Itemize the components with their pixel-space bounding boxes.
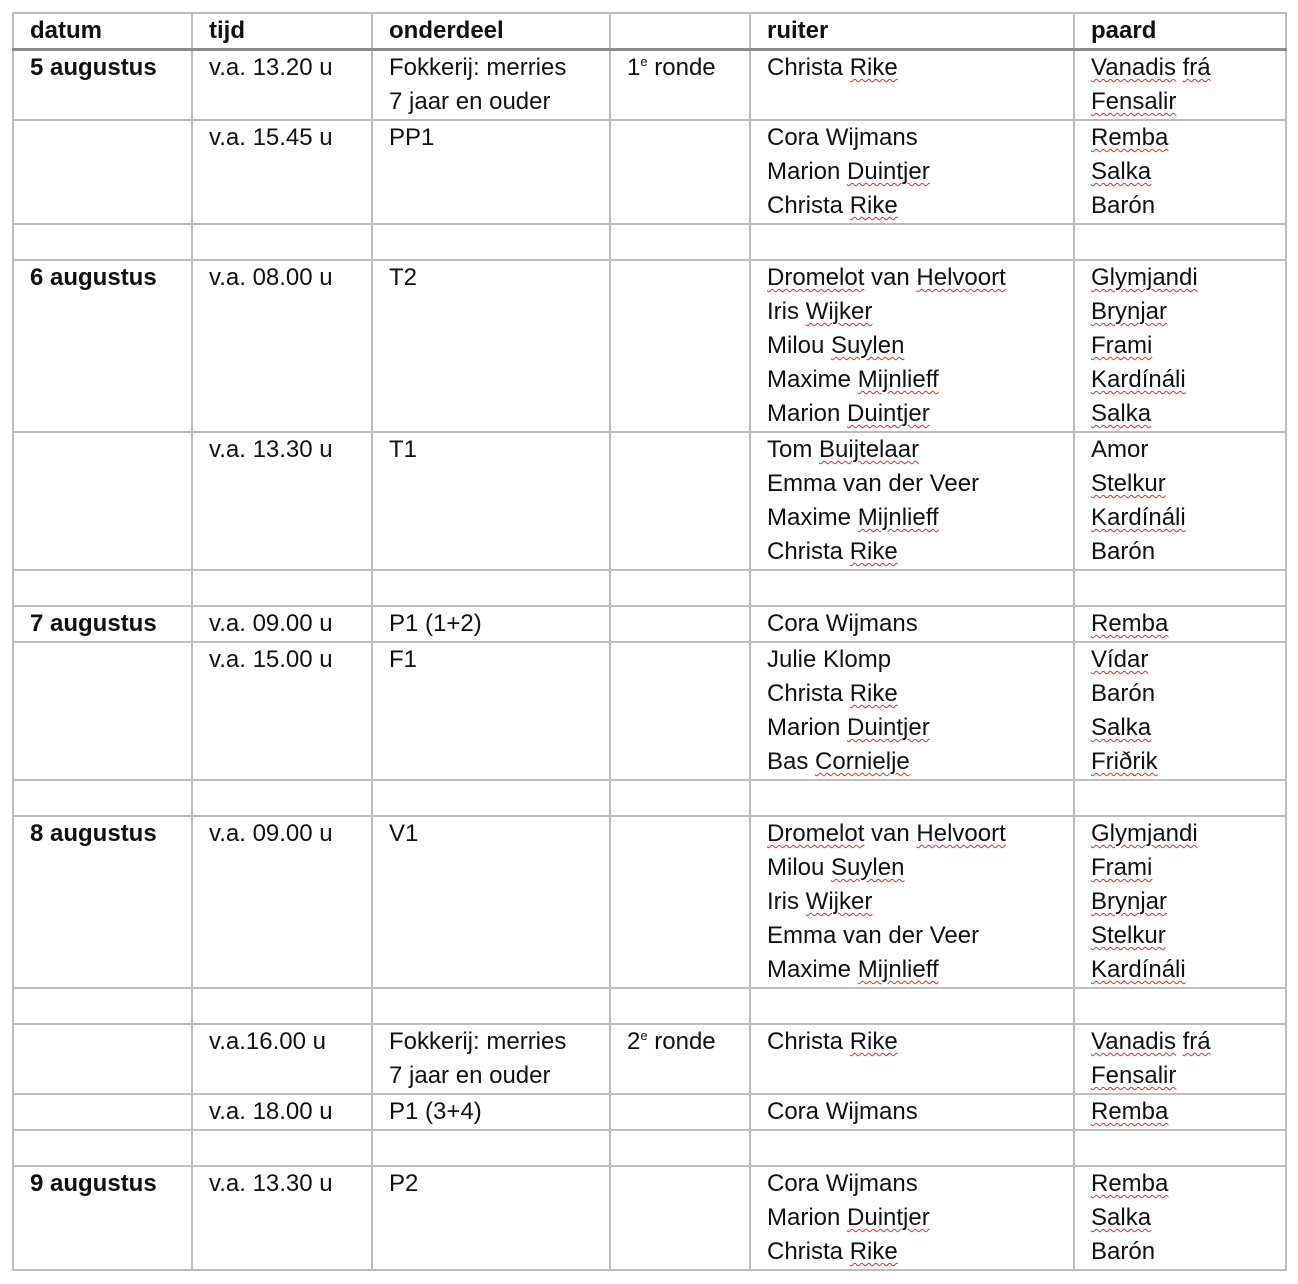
horse-name bbox=[1091, 1095, 1285, 1129]
rider-name: Christa Rike bbox=[767, 54, 898, 81]
table-row bbox=[13, 432, 1286, 570]
rider-name: Christa Rike bbox=[767, 1028, 898, 1055]
cell-ronde bbox=[610, 606, 750, 642]
cell-datum bbox=[13, 432, 192, 570]
horse-name bbox=[1091, 363, 1285, 397]
spellcheck-word: Friðrik bbox=[1091, 748, 1158, 775]
cell-ronde bbox=[610, 816, 750, 988]
ronde-label: ronde bbox=[647, 1028, 716, 1055]
spacer-cell bbox=[372, 570, 610, 606]
spellcheck-word: Fensalir bbox=[1091, 1062, 1177, 1089]
cell-paard bbox=[1074, 606, 1286, 642]
onderdeel-line: 7 jaar en ouder bbox=[389, 1062, 551, 1089]
spellcheck-word: Rike bbox=[849, 1028, 898, 1055]
rider-name: Cora Wijmans bbox=[767, 124, 918, 151]
cell-datum bbox=[13, 1024, 192, 1094]
rider-name: Emma van der Veer bbox=[767, 922, 980, 949]
horse-name bbox=[1091, 295, 1285, 329]
rider-name: Cora Wijmans bbox=[767, 1098, 918, 1125]
table-row bbox=[13, 1024, 1286, 1094]
onderdeel-line: P2 bbox=[389, 1170, 419, 1197]
cell-ronde bbox=[610, 1094, 750, 1130]
spellcheck-word: Remba bbox=[1091, 124, 1169, 151]
horse-name: Barón bbox=[1091, 538, 1156, 565]
spellcheck-word: Frami bbox=[1091, 332, 1153, 359]
rider-name: Cora Wijmans bbox=[767, 1170, 918, 1197]
horse-name bbox=[1091, 261, 1285, 295]
spacer-cell bbox=[750, 1130, 1074, 1166]
cell-ronde bbox=[610, 1166, 750, 1270]
spellcheck-word: Buijtelaar bbox=[819, 436, 920, 463]
cell-ronde bbox=[610, 432, 750, 570]
horse-name bbox=[1091, 1059, 1285, 1093]
spellcheck-word: Salka bbox=[1091, 714, 1152, 741]
spellcheck-word: Vanadis bbox=[1091, 1028, 1176, 1055]
horse-name: Barón bbox=[1091, 1238, 1156, 1265]
header-onderdeel: onderdeel bbox=[372, 13, 610, 50]
cell-ronde bbox=[610, 260, 750, 432]
cell-tijd: v.a. 13.30 u bbox=[192, 1166, 372, 1270]
spacer-cell bbox=[192, 1130, 372, 1166]
spellcheck-word: Rike bbox=[849, 680, 898, 707]
spellcheck-word: Duintjer bbox=[847, 714, 930, 741]
header-paard: paard bbox=[1074, 13, 1286, 50]
cell-paard bbox=[1074, 120, 1286, 224]
rider-name: Christa Rike bbox=[767, 1238, 898, 1265]
spellcheck-word: Rike bbox=[849, 538, 898, 565]
onderdeel-line: V1 bbox=[389, 820, 419, 847]
cell-paard bbox=[1074, 260, 1286, 432]
ronde-ordinal: e bbox=[640, 54, 648, 69]
rider-name: Iris Wijker bbox=[767, 298, 873, 325]
spellcheck-word: Mijnlieff bbox=[857, 366, 939, 393]
spellcheck-word: Frami bbox=[1091, 854, 1153, 881]
cell-ronde bbox=[610, 120, 750, 224]
horse-name bbox=[1091, 885, 1285, 919]
cell-ruiter bbox=[750, 606, 1074, 642]
onderdeel-line: T2 bbox=[389, 264, 418, 291]
rider-name: Tom Buijtelaar bbox=[767, 436, 920, 463]
spellcheck-word: Duintjer bbox=[847, 158, 930, 185]
rider-name: Maxime Mijnlieff bbox=[767, 956, 939, 983]
spellcheck-word: frá bbox=[1182, 54, 1211, 81]
horse-name bbox=[1091, 1201, 1285, 1235]
spacer-row bbox=[13, 570, 1286, 606]
spellcheck-word: Salka bbox=[1091, 158, 1152, 185]
horse-name bbox=[1091, 817, 1285, 851]
cell-ruiter bbox=[750, 50, 1074, 121]
cell-onderdeel bbox=[372, 260, 610, 432]
spacer-cell bbox=[750, 780, 1074, 816]
spellcheck-word: Fensalir bbox=[1091, 88, 1177, 115]
spellcheck-word: Remba bbox=[1091, 1098, 1169, 1125]
cell-ruiter bbox=[750, 432, 1074, 570]
schedule-body bbox=[13, 50, 1286, 1271]
cell-onderdeel bbox=[372, 1166, 610, 1270]
horse-name bbox=[1091, 85, 1285, 119]
table-row bbox=[13, 642, 1286, 780]
rider-name: Emma van der Veer bbox=[767, 470, 980, 497]
spacer-cell bbox=[13, 1130, 192, 1166]
cell-tijd: v.a. 08.00 u bbox=[192, 260, 372, 432]
spacer-cell bbox=[610, 570, 750, 606]
schedule-table bbox=[12, 12, 1287, 1271]
onderdeel-line: 7 jaar en ouder bbox=[389, 88, 551, 115]
spacer-row bbox=[13, 224, 1286, 260]
horse-name: Barón bbox=[1091, 680, 1156, 707]
cell-paard bbox=[1074, 1094, 1286, 1130]
cell-tijd: v.a. 15.00 u bbox=[192, 642, 372, 780]
onderdeel-line: P1 (1+2) bbox=[389, 610, 482, 637]
spellcheck-word: Cornielje bbox=[815, 748, 910, 775]
rider-name: Maxime Mijnlieff bbox=[767, 504, 939, 531]
spellcheck-word: Suylen bbox=[831, 332, 905, 359]
table-row bbox=[13, 120, 1286, 224]
ronde-number: 1 bbox=[627, 54, 641, 81]
cell-paard bbox=[1074, 642, 1286, 780]
cell-tijd: v.a. 13.30 u bbox=[192, 432, 372, 570]
spacer-cell bbox=[13, 780, 192, 816]
spellcheck-word: Remba bbox=[1091, 1170, 1169, 1197]
rider-name: Marion Duintjer bbox=[767, 158, 930, 185]
spacer-cell bbox=[372, 988, 610, 1024]
ronde-label: ronde bbox=[647, 54, 716, 81]
ronde-number: 2 bbox=[627, 1028, 641, 1055]
horse-name bbox=[1091, 919, 1285, 953]
spacer-row bbox=[13, 1130, 1286, 1166]
spellcheck-word: Duintjer bbox=[847, 400, 930, 427]
spellcheck-word: Dromelot bbox=[767, 264, 865, 291]
cell-onderdeel bbox=[372, 50, 610, 121]
spellcheck-word: Mijnlieff bbox=[857, 956, 939, 983]
spacer-cell bbox=[372, 224, 610, 260]
spacer-cell bbox=[372, 1130, 610, 1166]
cell-ruiter bbox=[750, 120, 1074, 224]
spacer-cell bbox=[750, 224, 1074, 260]
cell-datum bbox=[13, 120, 192, 224]
spellcheck-word: Helvoort bbox=[916, 264, 1006, 291]
rider-name: Christa Rike bbox=[767, 680, 898, 707]
spellcheck-word: Helvoort bbox=[916, 820, 1006, 847]
table-row bbox=[13, 816, 1286, 988]
spellcheck-word: Wijker bbox=[805, 298, 873, 325]
spacer-cell bbox=[1074, 988, 1286, 1024]
cell-ronde bbox=[610, 1024, 750, 1094]
cell-paard bbox=[1074, 1024, 1286, 1094]
cell-tijd: v.a. 15.45 u bbox=[192, 120, 372, 224]
spellcheck-word: Brynjar bbox=[1091, 888, 1168, 915]
cell-paard bbox=[1074, 432, 1286, 570]
spacer-cell bbox=[610, 1130, 750, 1166]
onderdeel-line: T1 bbox=[389, 436, 418, 463]
header-ronde bbox=[610, 13, 750, 50]
rider-name: Maxime Mijnlieff bbox=[767, 366, 939, 393]
spellcheck-word: Stelkur bbox=[1091, 922, 1166, 949]
horse-name: Amor bbox=[1091, 436, 1149, 463]
rider-name: Dromelot van Helvoort bbox=[767, 264, 1006, 291]
header-tijd: tijd bbox=[192, 13, 372, 50]
cell-onderdeel bbox=[372, 1094, 610, 1130]
horse-name bbox=[1091, 121, 1285, 155]
horse-name bbox=[1091, 51, 1285, 85]
spellcheck-word: Rike bbox=[849, 54, 898, 81]
spacer-cell bbox=[1074, 780, 1286, 816]
onderdeel-line: P1 (3+4) bbox=[389, 1098, 482, 1125]
onderdeel-line: Fokkerij: merries bbox=[389, 54, 567, 81]
spellcheck-word: Brynjar bbox=[1091, 298, 1168, 325]
horse-name bbox=[1091, 745, 1285, 779]
horse-name bbox=[1091, 643, 1285, 677]
cell-paard bbox=[1074, 1166, 1286, 1270]
rider-name: Marion Duintjer bbox=[767, 714, 930, 741]
table-row bbox=[13, 260, 1286, 432]
cell-tijd: v.a. 09.00 u bbox=[192, 816, 372, 988]
spacer-cell bbox=[610, 224, 750, 260]
cell-ruiter bbox=[750, 816, 1074, 988]
header-datum: datum bbox=[13, 13, 192, 50]
spacer-cell bbox=[750, 570, 1074, 606]
cell-ruiter bbox=[750, 1024, 1074, 1094]
cell-datum bbox=[13, 1094, 192, 1130]
spellcheck-word: Duintjer bbox=[847, 1204, 930, 1231]
horse-name bbox=[1091, 1025, 1285, 1059]
spellcheck-word: Salka bbox=[1091, 1204, 1152, 1231]
spellcheck-word: Wijker bbox=[805, 888, 873, 915]
spacer-cell bbox=[1074, 1130, 1286, 1166]
spacer-cell bbox=[372, 780, 610, 816]
cell-ruiter bbox=[750, 260, 1074, 432]
onderdeel-line: PP1 bbox=[389, 124, 435, 151]
spellcheck-word: Rike bbox=[849, 192, 898, 219]
spacer-cell bbox=[1074, 570, 1286, 606]
spellcheck-word: Glymjandi bbox=[1091, 820, 1198, 847]
spellcheck-word: Kardínáli bbox=[1091, 956, 1186, 983]
horse-name bbox=[1091, 329, 1285, 363]
spacer-cell bbox=[192, 780, 372, 816]
rider-name: Milou Suylen bbox=[767, 854, 905, 881]
cell-ronde bbox=[610, 50, 750, 121]
cell-onderdeel bbox=[372, 816, 610, 988]
rider-name: Christa Rike bbox=[767, 538, 898, 565]
spacer-cell bbox=[610, 988, 750, 1024]
horse-name bbox=[1091, 1167, 1285, 1201]
spellcheck-word: Suylen bbox=[831, 854, 905, 881]
cell-onderdeel bbox=[372, 120, 610, 224]
spacer-row bbox=[13, 988, 1286, 1024]
horse-name bbox=[1091, 397, 1285, 431]
horse-name bbox=[1091, 711, 1285, 745]
spacer-cell bbox=[192, 988, 372, 1024]
cell-datum: 6 augustus bbox=[13, 260, 192, 432]
spacer-cell bbox=[610, 780, 750, 816]
cell-onderdeel bbox=[372, 1024, 610, 1094]
cell-tijd: v.a. 13.20 u bbox=[192, 50, 372, 121]
horse-name bbox=[1091, 501, 1285, 535]
cell-datum: 5 augustus bbox=[13, 50, 192, 121]
spellcheck-word: Kardínáli bbox=[1091, 504, 1186, 531]
rider-name: Christa Rike bbox=[767, 192, 898, 219]
spellcheck-word: Salka bbox=[1091, 400, 1152, 427]
cell-ruiter bbox=[750, 1166, 1074, 1270]
spacer-cell bbox=[13, 988, 192, 1024]
rider-name: Milou Suylen bbox=[767, 332, 905, 359]
rider-name: Dromelot van Helvoort bbox=[767, 820, 1006, 847]
cell-onderdeel bbox=[372, 642, 610, 780]
spacer-cell bbox=[192, 224, 372, 260]
horse-name bbox=[1091, 851, 1285, 885]
onderdeel-line: Fokkerij: merries bbox=[389, 1028, 567, 1055]
spellcheck-word: Dromelot bbox=[767, 820, 865, 847]
horse-name bbox=[1091, 155, 1285, 189]
table-row bbox=[13, 1166, 1286, 1270]
spellcheck-word: Kardínáli bbox=[1091, 366, 1186, 393]
header-row bbox=[13, 13, 1286, 50]
spellcheck-word: Vanadis bbox=[1091, 54, 1176, 81]
spacer-row bbox=[13, 780, 1286, 816]
cell-onderdeel bbox=[372, 606, 610, 642]
horse-name bbox=[1091, 607, 1285, 641]
spellcheck-word: Remba bbox=[1091, 610, 1169, 637]
onderdeel-line: F1 bbox=[389, 646, 418, 673]
spellcheck-word: frá bbox=[1182, 1028, 1211, 1055]
rider-name: Iris Wijker bbox=[767, 888, 873, 915]
horse-name bbox=[1091, 467, 1285, 501]
spacer-cell bbox=[13, 570, 192, 606]
cell-ruiter bbox=[750, 1094, 1074, 1130]
cell-ronde bbox=[610, 642, 750, 780]
rider-name: Marion Duintjer bbox=[767, 400, 930, 427]
cell-tijd: v.a. 09.00 u bbox=[192, 606, 372, 642]
spacer-cell bbox=[1074, 224, 1286, 260]
spacer-cell bbox=[192, 570, 372, 606]
rider-name: Bas Cornielje bbox=[767, 748, 910, 775]
spellcheck-word: Vídar bbox=[1091, 646, 1149, 673]
spellcheck-word: Rike bbox=[849, 1238, 898, 1265]
cell-tijd: v.a.16.00 u bbox=[192, 1024, 372, 1094]
cell-tijd: v.a. 18.00 u bbox=[192, 1094, 372, 1130]
horse-name: Barón bbox=[1091, 192, 1156, 219]
spellcheck-word: Glymjandi bbox=[1091, 264, 1198, 291]
cell-paard bbox=[1074, 816, 1286, 988]
rider-name: Cora Wijmans bbox=[767, 610, 918, 637]
cell-onderdeel bbox=[372, 432, 610, 570]
schedule-sheet bbox=[12, 12, 1287, 1271]
cell-datum: 9 augustus bbox=[13, 1166, 192, 1270]
cell-paard bbox=[1074, 50, 1286, 121]
rider-name: Marion Duintjer bbox=[767, 1204, 930, 1231]
horse-name bbox=[1091, 953, 1285, 987]
header-ruiter: ruiter bbox=[750, 13, 1074, 50]
table-row bbox=[13, 1094, 1286, 1130]
ronde-ordinal: e bbox=[640, 1028, 648, 1043]
spacer-cell bbox=[13, 224, 192, 260]
cell-datum bbox=[13, 642, 192, 780]
cell-datum: 7 augustus bbox=[13, 606, 192, 642]
cell-ruiter bbox=[750, 642, 1074, 780]
spacer-cell bbox=[750, 988, 1074, 1024]
table-row bbox=[13, 606, 1286, 642]
cell-datum: 8 augustus bbox=[13, 816, 192, 988]
table-row bbox=[13, 50, 1286, 121]
rider-name: Julie Klomp bbox=[767, 646, 892, 673]
spellcheck-word: Stelkur bbox=[1091, 470, 1166, 497]
spellcheck-word: Mijnlieff bbox=[857, 504, 939, 531]
